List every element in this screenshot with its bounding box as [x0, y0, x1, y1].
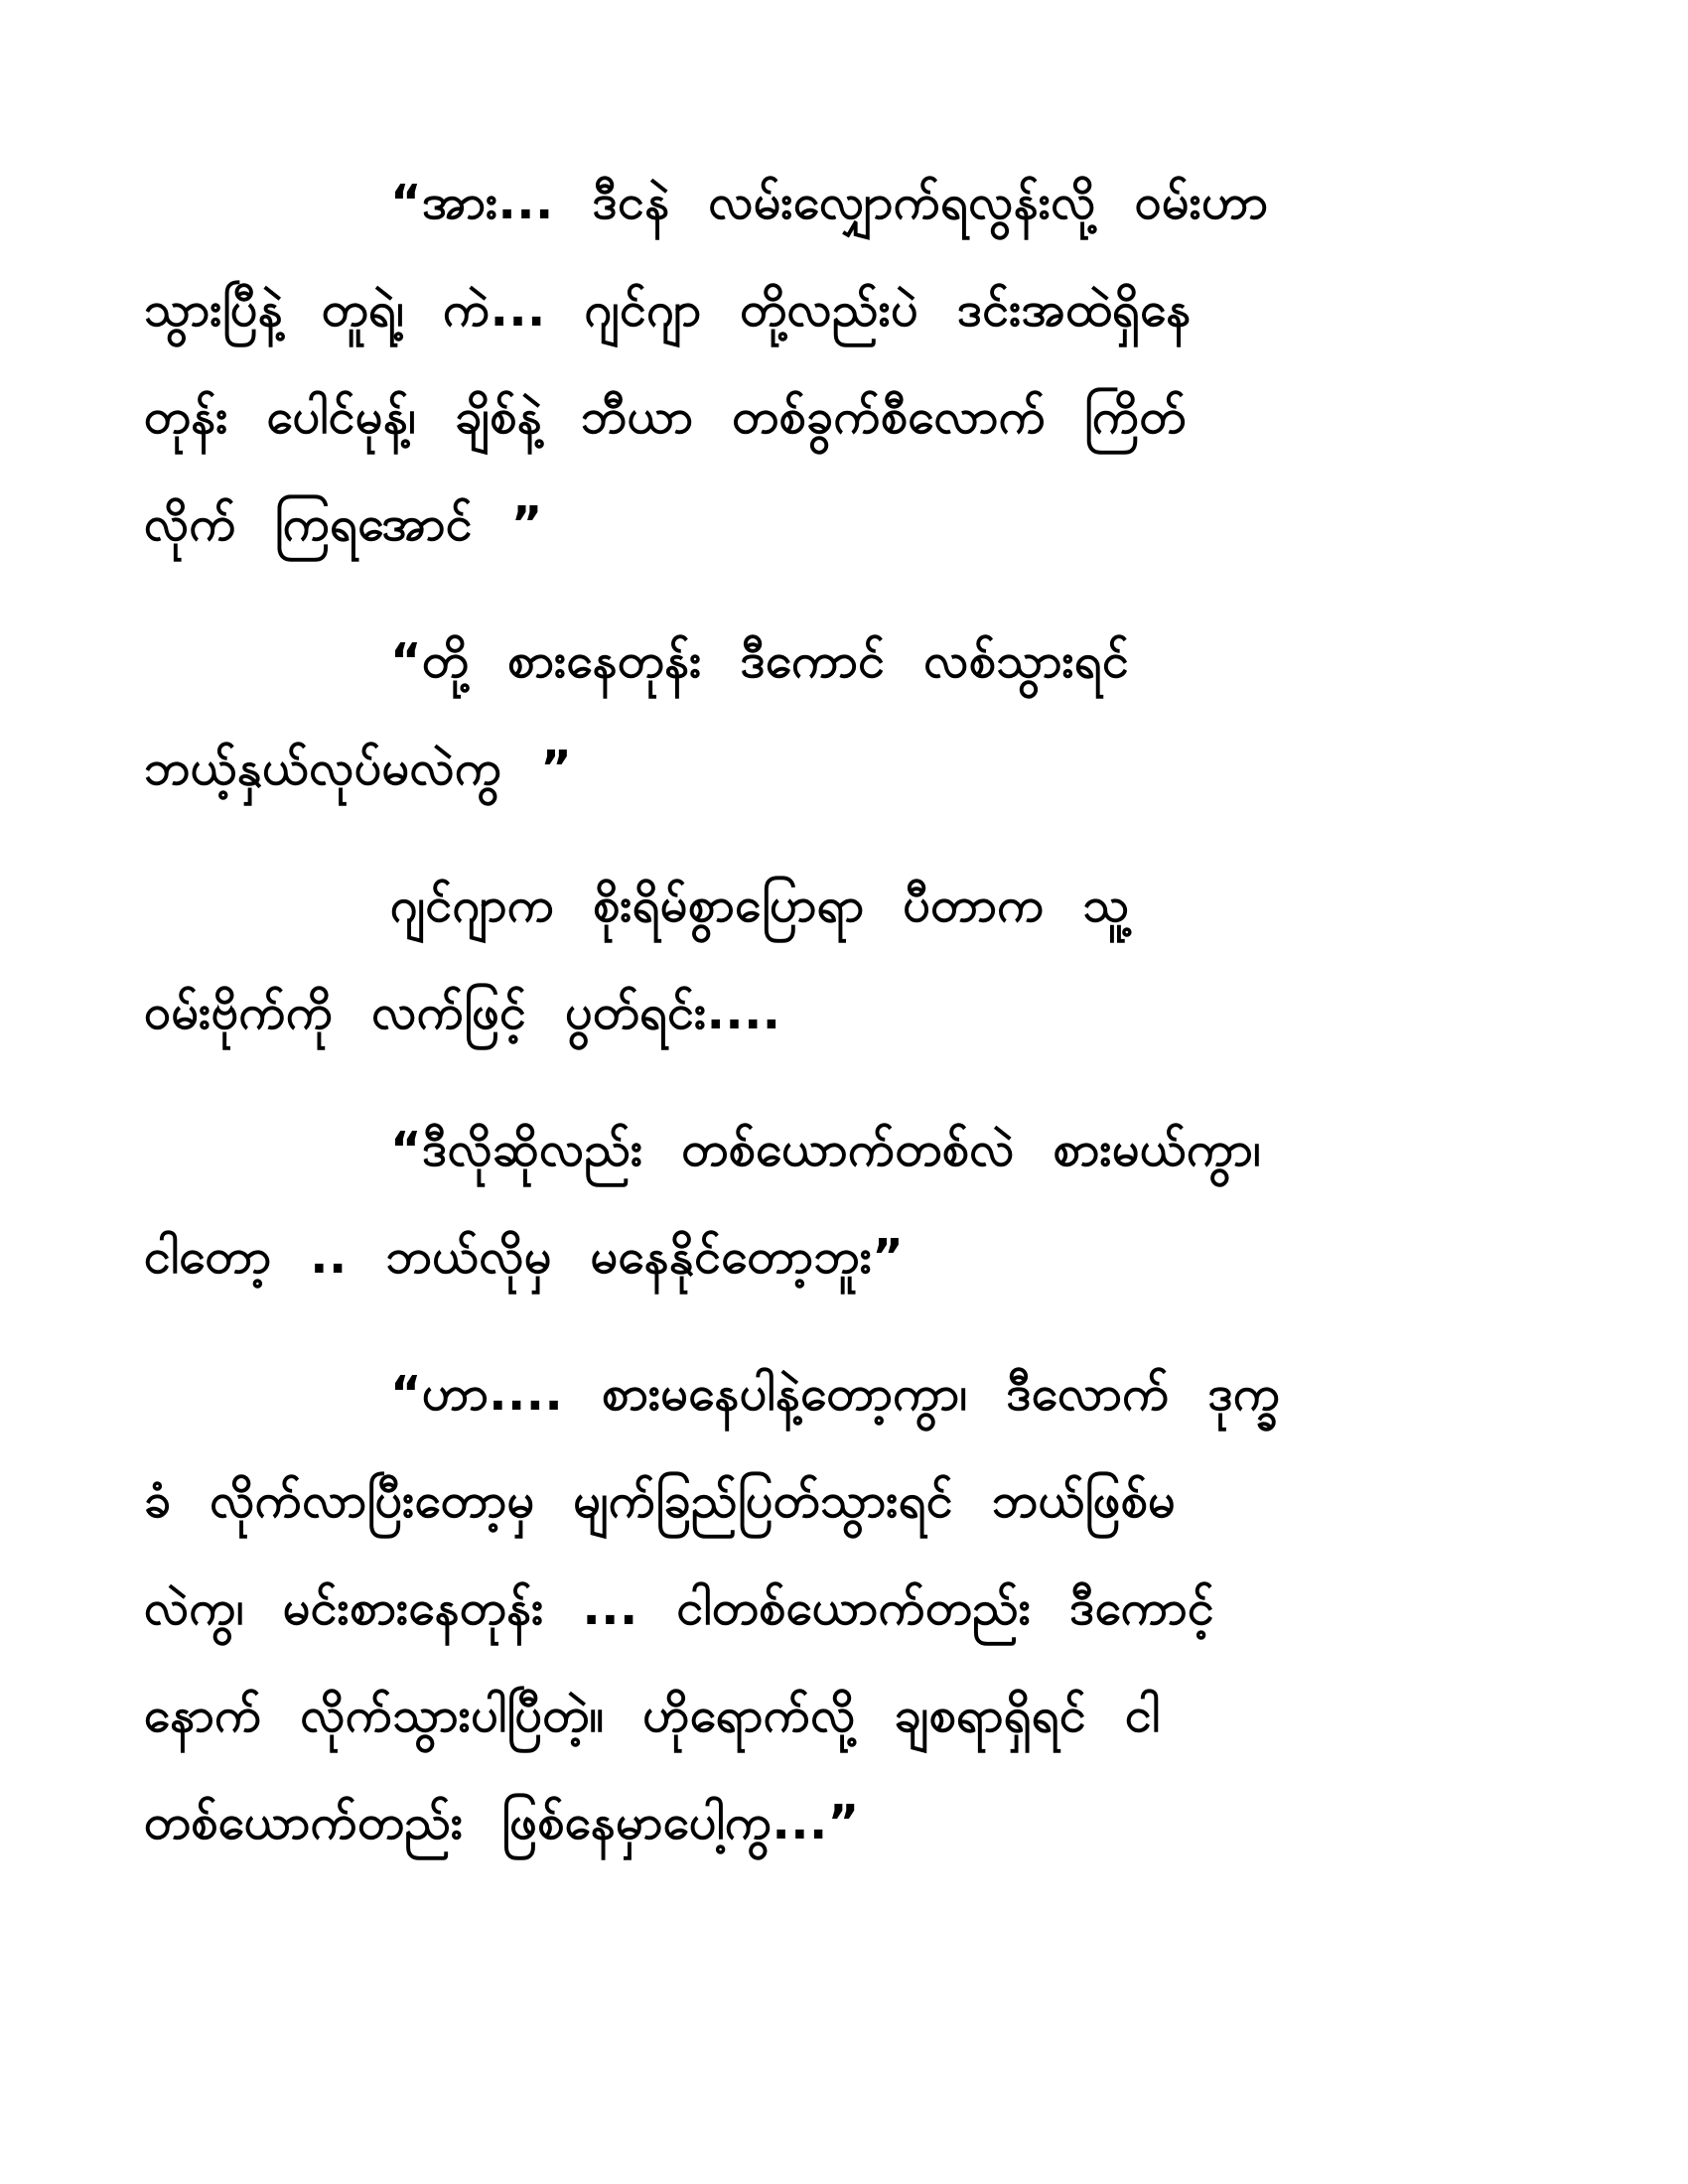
text-line: “ဒီလိုဆိုလည်း တစ်ယောက်တစ်လဲ စားမယ်ကွာ၊ [390, 1122, 1262, 1177]
text-line: ဂျင်ဂျာက စိုးရိမ်စွာပြောရာ ပီတာက သူ့ [390, 878, 1130, 933]
paragraph [144, 149, 1479, 578]
text-line: ဘယ့်နှယ်လုပ်မလဲကွ ” [144, 741, 573, 796]
text-line: တုန်း ပေါင်မုန့်၊ ချိစ်နဲ့ ဘီယာ တစ်ခွက်စီလောက် ကြိတ် [144, 389, 1187, 445]
text-line: သွားပြီနဲ့ တူရဲ့၊ ကဲ... ဂျင်ဂျာ တို့လည်းပဲ ဒင်းအထဲရှိနေ [144, 282, 1192, 338]
text-line: နောက် လိုက်သွားပါပြီတဲ့။ ဟိုရောက်လို့ ချစရာရှိရင် ငါ [144, 1688, 1161, 1743]
text-line: “တို့ စားနေတုန်း ဒီကောင် လစ်သွားရင် [390, 633, 1130, 689]
text-line: “အား... ဒီငနဲ လမ်းလျှောက်ရလွန်းလို့ ဝမ်းဟာ [390, 175, 1269, 230]
paragraph [144, 852, 1479, 1066]
text-line: တစ်ယောက်တည်း ဖြစ်နေမှာပေါ့ကွ...” [144, 1795, 860, 1850]
text-line: “ဟာ.... စားမနေပါနဲ့တော့ကွာ၊ ဒီလောက် ဒုက္ခ [390, 1366, 1281, 1422]
text-line: လိုက် ကြရအောင် ” [144, 496, 543, 552]
text-line: လဲကွ၊ မင်းစားနေတုန်း ... ငါတစ်ယောက်တည်း ဒီကောင့် [144, 1580, 1215, 1636]
text-line: ငါတော့ .. ဘယ်လိုမှ မနေနိုင်တော့ဘူး” [144, 1229, 905, 1285]
paragraph [144, 1096, 1479, 1310]
paragraph [144, 1340, 1479, 1876]
text-line: ဝမ်းဗိုက်ကို လက်ဖြင့် ပွတ်ရင်း.... [144, 985, 781, 1040]
paragraph [144, 608, 1479, 822]
text-line: ခံ လိုက်လာပြီးတော့မှ မျက်ခြည်ပြတ်သွားရင် ဘယ်ဖြစ်မ [144, 1473, 1177, 1529]
body-text [144, 149, 1479, 1906]
